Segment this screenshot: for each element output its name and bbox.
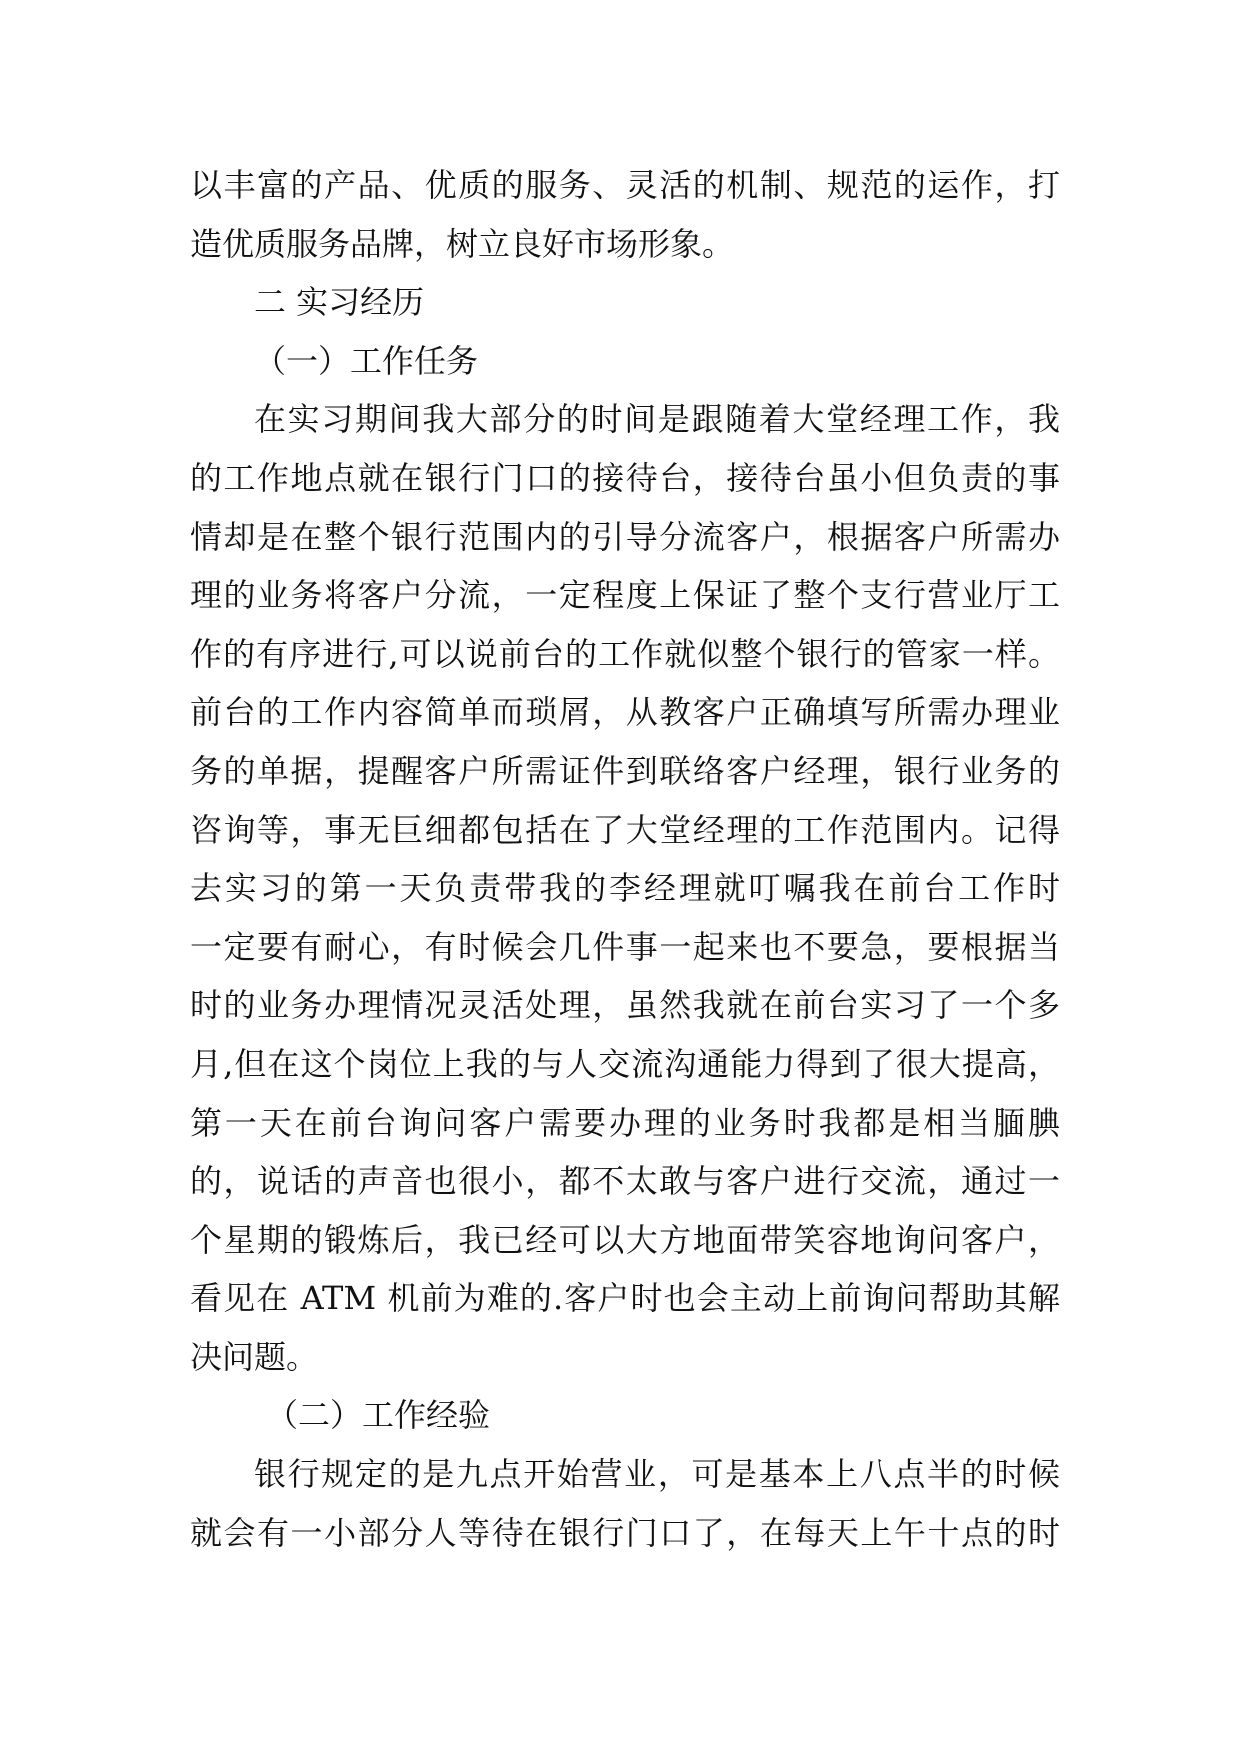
document-body xyxy=(190,156,1060,1562)
text-line: 理的业务将客户分流，一定程度上保证了整个支行营业厅工 xyxy=(190,576,1060,615)
text-line: 去实习的第一天负责带我的李经理就叮嘱我在前台工作时 xyxy=(190,869,1060,908)
paragraph-intro-continued xyxy=(190,156,1060,273)
text-line: 就会有一小部分人等待在银行门口了，在每天上午十点的时 xyxy=(190,1513,1060,1552)
text-line: 银行规定的是九点开始营业，可是基本上八点半的时候 xyxy=(254,1455,1060,1494)
text-line: 时的业务办理情况灵活处理，虽然我就在前台实习了一个多 xyxy=(190,986,1060,1025)
text-line: 务的单据，提醒客户所需证件到联络客户经理，银行业务的 xyxy=(190,751,1060,790)
text-line: 个星期的锻炼后，我已经可以大方地面带笑容地询问客户， xyxy=(190,1220,1060,1259)
text-line: 前台的工作内容简单而琐屑，从教客户正确填写所需办理业 xyxy=(190,693,1060,732)
text-line: 看见在 ATM 机前为难的.客户时也会主动上前询问帮助其解 xyxy=(190,1279,1060,1318)
text-line: 第一天在前台询问客户需要办理的业务时我都是相当腼腆 xyxy=(190,1103,1060,1142)
text-line: 以丰富的产品、优质的服务、灵活的机制、规范的运作，打 xyxy=(190,166,1060,204)
subsection-heading-work-experience: （二）工作经验 xyxy=(266,1396,491,1435)
text-line: 的，说话的声音也很小，都不太敢与客户进行交流，通过一 xyxy=(190,1162,1060,1201)
text-line: 情却是在整个银行范围内的引导分流客户，根据客户所需办 xyxy=(190,517,1060,556)
text-line: 一定要有耐心，有时候会几件事一起来也不要急，要根据当 xyxy=(190,927,1060,966)
text-line: 在实习期间我大部分的时间是跟随着大堂经理工作，我 xyxy=(254,400,1060,439)
subsection-heading-work-tasks: （一）工作任务 xyxy=(254,341,479,380)
paragraph-work-tasks xyxy=(190,390,1060,1386)
paragraph-work-experience xyxy=(190,1445,1060,1562)
text-line: 作的有序进行,可以说前台的工作就似整个银行的管家一样。 xyxy=(190,634,1060,673)
text-line: 月,但在这个岗位上我的与人交流沟通能力得到了很大提高， xyxy=(190,1044,1060,1083)
section-heading-internship-experience: 二 实习经历 xyxy=(254,283,425,322)
text-line: 决问题。 xyxy=(190,1337,319,1376)
text-line: 的工作地点就在银行门口的接待台，接待台虽小但负责的事 xyxy=(190,458,1060,497)
text-line: 咨询等，事无巨细都包括在了大堂经理的工作范围内。记得 xyxy=(190,810,1060,849)
text-line: 造优质服务品牌，树立良好市场形象。 xyxy=(190,224,735,263)
